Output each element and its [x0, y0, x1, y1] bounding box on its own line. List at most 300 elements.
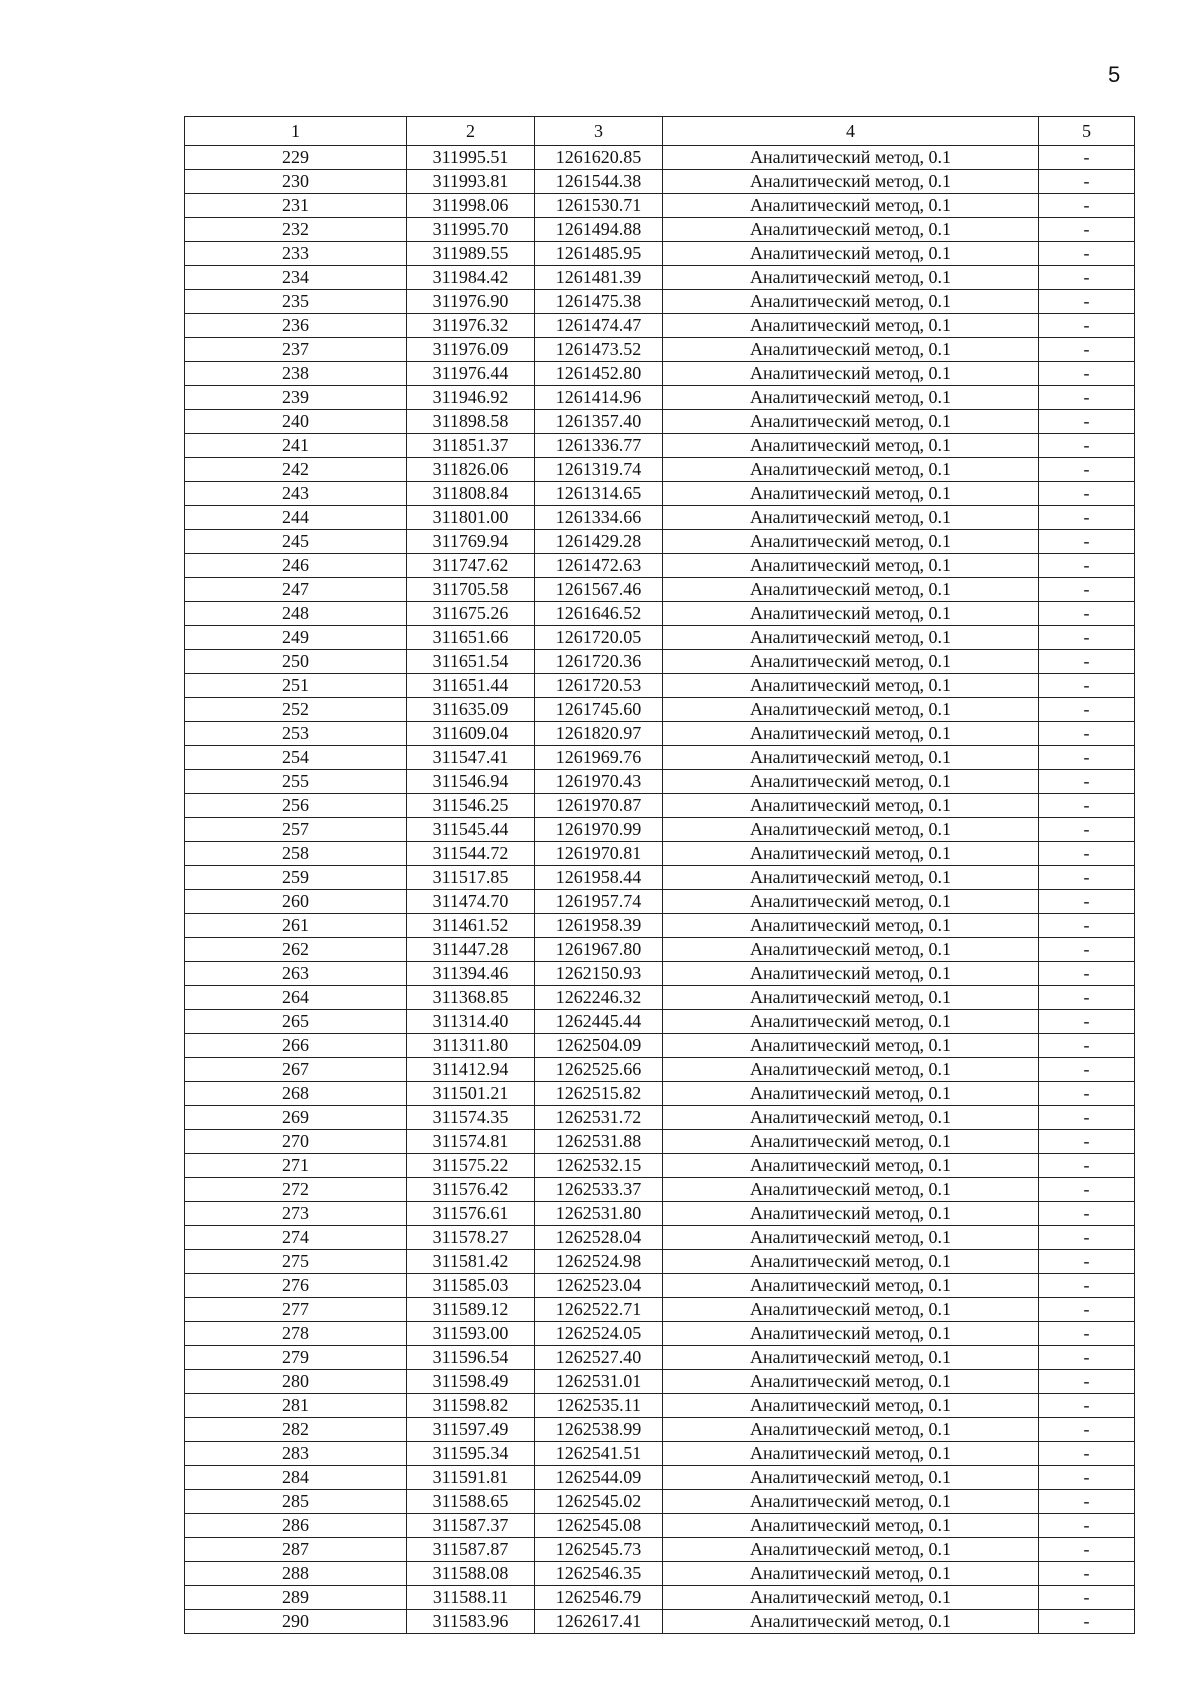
point-number-cell: 246: [185, 554, 407, 578]
x-coordinate-cell: 311976.44: [407, 362, 535, 386]
page-number: 5: [1108, 62, 1121, 87]
table-row: [185, 506, 1135, 530]
method-cell: Аналитический метод, 0.1: [663, 962, 1039, 986]
x-coordinate-cell: 311368.85: [407, 986, 535, 1010]
table-row: [185, 1034, 1135, 1058]
x-coordinate-cell: 311574.81: [407, 1130, 535, 1154]
note-cell: -: [1039, 1250, 1135, 1274]
x-coordinate-cell: 311588.11: [407, 1586, 535, 1610]
note-cell: -: [1039, 146, 1135, 170]
method-cell: Аналитический метод, 0.1: [663, 842, 1039, 866]
method-cell: Аналитический метод, 0.1: [663, 362, 1039, 386]
point-number-cell: 231: [185, 194, 407, 218]
column-header: 3: [535, 117, 663, 146]
table-row: [185, 1058, 1135, 1082]
method-cell: Аналитический метод, 0.1: [663, 314, 1039, 338]
note-cell: -: [1039, 698, 1135, 722]
note-cell: -: [1039, 1082, 1135, 1106]
y-coordinate-cell: 1262527.40: [535, 1346, 663, 1370]
y-coordinate-cell: 1261970.87: [535, 794, 663, 818]
y-coordinate-cell: 1261474.47: [535, 314, 663, 338]
table-row: [185, 1130, 1135, 1154]
point-number-cell: 269: [185, 1106, 407, 1130]
note-cell: -: [1039, 1178, 1135, 1202]
y-coordinate-cell: 1261544.38: [535, 170, 663, 194]
note-cell: -: [1039, 1154, 1135, 1178]
note-cell: -: [1039, 1466, 1135, 1490]
table-body: [185, 146, 1135, 1634]
point-number-cell: 233: [185, 242, 407, 266]
note-cell: -: [1039, 962, 1135, 986]
point-number-cell: 242: [185, 458, 407, 482]
y-coordinate-cell: 1261720.36: [535, 650, 663, 674]
method-cell: Аналитический метод, 0.1: [663, 674, 1039, 698]
table-row: [185, 1082, 1135, 1106]
y-coordinate-cell: 1261969.76: [535, 746, 663, 770]
x-coordinate-cell: 311801.00: [407, 506, 535, 530]
point-number-cell: 259: [185, 866, 407, 890]
table-row: [185, 698, 1135, 722]
note-cell: -: [1039, 938, 1135, 962]
note-cell: -: [1039, 794, 1135, 818]
y-coordinate-cell: 1261958.39: [535, 914, 663, 938]
table-row: [185, 938, 1135, 962]
x-coordinate-cell: 311574.35: [407, 1106, 535, 1130]
method-cell: Аналитический метод, 0.1: [663, 1202, 1039, 1226]
table-row: [185, 1610, 1135, 1634]
point-number-cell: 279: [185, 1346, 407, 1370]
y-coordinate-cell: 1261485.95: [535, 242, 663, 266]
table-row: [185, 1298, 1135, 1322]
method-cell: Аналитический метод, 0.1: [663, 218, 1039, 242]
point-number-cell: 235: [185, 290, 407, 314]
point-number-cell: 257: [185, 818, 407, 842]
y-coordinate-cell: 1261314.65: [535, 482, 663, 506]
x-coordinate-cell: 311851.37: [407, 434, 535, 458]
note-cell: -: [1039, 1514, 1135, 1538]
y-coordinate-cell: 1262531.80: [535, 1202, 663, 1226]
table-row: [185, 890, 1135, 914]
note-cell: -: [1039, 1610, 1135, 1634]
point-number-cell: 240: [185, 410, 407, 434]
y-coordinate-cell: 1262523.04: [535, 1274, 663, 1298]
method-cell: Аналитический метод, 0.1: [663, 818, 1039, 842]
x-coordinate-cell: 311747.62: [407, 554, 535, 578]
table-row: [185, 674, 1135, 698]
note-cell: -: [1039, 362, 1135, 386]
note-cell: -: [1039, 1586, 1135, 1610]
y-coordinate-cell: 1261970.99: [535, 818, 663, 842]
table-row: [185, 458, 1135, 482]
method-cell: Аналитический метод, 0.1: [663, 698, 1039, 722]
y-coordinate-cell: 1261720.53: [535, 674, 663, 698]
x-coordinate-cell: 311591.81: [407, 1466, 535, 1490]
note-cell: -: [1039, 170, 1135, 194]
y-coordinate-cell: 1261494.88: [535, 218, 663, 242]
note-cell: -: [1039, 1394, 1135, 1418]
x-coordinate-cell: 311984.42: [407, 266, 535, 290]
y-coordinate-cell: 1261970.43: [535, 770, 663, 794]
y-coordinate-cell: 1261620.85: [535, 146, 663, 170]
point-number-cell: 272: [185, 1178, 407, 1202]
y-coordinate-cell: 1262532.15: [535, 1154, 663, 1178]
table-row: [185, 1514, 1135, 1538]
table-row: [185, 530, 1135, 554]
x-coordinate-cell: 311546.25: [407, 794, 535, 818]
note-cell: -: [1039, 506, 1135, 530]
table-row: [185, 1226, 1135, 1250]
table-row: [185, 314, 1135, 338]
point-number-cell: 264: [185, 986, 407, 1010]
x-coordinate-cell: 311946.92: [407, 386, 535, 410]
method-cell: Аналитический метод, 0.1: [663, 1586, 1039, 1610]
note-cell: -: [1039, 458, 1135, 482]
note-cell: -: [1039, 242, 1135, 266]
table-row: [185, 1442, 1135, 1466]
method-cell: Аналитический метод, 0.1: [663, 1418, 1039, 1442]
table-row: [185, 410, 1135, 434]
x-coordinate-cell: 311576.42: [407, 1178, 535, 1202]
method-cell: Аналитический метод, 0.1: [663, 1178, 1039, 1202]
table-row: [185, 1562, 1135, 1586]
point-number-cell: 249: [185, 626, 407, 650]
y-coordinate-cell: 1261452.80: [535, 362, 663, 386]
note-cell: -: [1039, 1130, 1135, 1154]
note-cell: -: [1039, 1346, 1135, 1370]
method-cell: Аналитический метод, 0.1: [663, 626, 1039, 650]
table-row: [185, 794, 1135, 818]
point-number-cell: 288: [185, 1562, 407, 1586]
note-cell: -: [1039, 746, 1135, 770]
y-coordinate-cell: 1262545.08: [535, 1514, 663, 1538]
x-coordinate-cell: 311976.32: [407, 314, 535, 338]
note-cell: -: [1039, 722, 1135, 746]
note-cell: -: [1039, 1418, 1135, 1442]
point-number-cell: 287: [185, 1538, 407, 1562]
table-row: [185, 434, 1135, 458]
note-cell: -: [1039, 1106, 1135, 1130]
x-coordinate-cell: 311474.70: [407, 890, 535, 914]
method-cell: Аналитический метод, 0.1: [663, 602, 1039, 626]
x-coordinate-cell: 311598.82: [407, 1394, 535, 1418]
point-number-cell: 284: [185, 1466, 407, 1490]
point-number-cell: 263: [185, 962, 407, 986]
y-coordinate-cell: 1262545.73: [535, 1538, 663, 1562]
method-cell: Аналитический метод, 0.1: [663, 554, 1039, 578]
x-coordinate-cell: 311651.66: [407, 626, 535, 650]
y-coordinate-cell: 1262546.79: [535, 1586, 663, 1610]
x-coordinate-cell: 311808.84: [407, 482, 535, 506]
method-cell: Аналитический метод, 0.1: [663, 530, 1039, 554]
method-cell: Аналитический метод, 0.1: [663, 1250, 1039, 1274]
y-coordinate-cell: 1262528.04: [535, 1226, 663, 1250]
y-coordinate-cell: 1262538.99: [535, 1418, 663, 1442]
point-number-cell: 237: [185, 338, 407, 362]
table-row: [185, 290, 1135, 314]
x-coordinate-cell: 311995.70: [407, 218, 535, 242]
note-cell: -: [1039, 866, 1135, 890]
y-coordinate-cell: 1262524.05: [535, 1322, 663, 1346]
x-coordinate-cell: 311576.61: [407, 1202, 535, 1226]
method-cell: Аналитический метод, 0.1: [663, 482, 1039, 506]
note-cell: -: [1039, 1322, 1135, 1346]
y-coordinate-cell: 1262504.09: [535, 1034, 663, 1058]
note-cell: -: [1039, 1034, 1135, 1058]
x-coordinate-cell: 311501.21: [407, 1082, 535, 1106]
table-row: [185, 1106, 1135, 1130]
method-cell: Аналитический метод, 0.1: [663, 1082, 1039, 1106]
y-coordinate-cell: 1261720.05: [535, 626, 663, 650]
x-coordinate-cell: 311995.51: [407, 146, 535, 170]
y-coordinate-cell: 1262522.71: [535, 1298, 663, 1322]
x-coordinate-cell: 311588.65: [407, 1490, 535, 1514]
point-number-cell: 241: [185, 434, 407, 458]
table-row: [185, 818, 1135, 842]
x-coordinate-cell: 311545.44: [407, 818, 535, 842]
table-row: [185, 1274, 1135, 1298]
table-row: [185, 386, 1135, 410]
note-cell: -: [1039, 1226, 1135, 1250]
column-header: 5: [1039, 117, 1135, 146]
x-coordinate-cell: 311585.03: [407, 1274, 535, 1298]
note-cell: -: [1039, 1010, 1135, 1034]
note-cell: -: [1039, 1538, 1135, 1562]
method-cell: Аналитический метод, 0.1: [663, 866, 1039, 890]
note-cell: -: [1039, 842, 1135, 866]
table-row: [185, 1418, 1135, 1442]
point-number-cell: 290: [185, 1610, 407, 1634]
note-cell: -: [1039, 1274, 1135, 1298]
method-cell: Аналитический метод, 0.1: [663, 578, 1039, 602]
table-row: [185, 170, 1135, 194]
y-coordinate-cell: 1262544.09: [535, 1466, 663, 1490]
x-coordinate-cell: 311461.52: [407, 914, 535, 938]
x-coordinate-cell: 311394.46: [407, 962, 535, 986]
x-coordinate-cell: 311635.09: [407, 698, 535, 722]
y-coordinate-cell: 1261334.66: [535, 506, 663, 530]
method-cell: Аналитический метод, 0.1: [663, 1346, 1039, 1370]
y-coordinate-cell: 1262617.41: [535, 1610, 663, 1634]
x-coordinate-cell: 311447.28: [407, 938, 535, 962]
x-coordinate-cell: 311593.00: [407, 1322, 535, 1346]
point-number-cell: 281: [185, 1394, 407, 1418]
y-coordinate-cell: 1261970.81: [535, 842, 663, 866]
y-coordinate-cell: 1262545.02: [535, 1490, 663, 1514]
table-row: [185, 626, 1135, 650]
table-row: [185, 1178, 1135, 1202]
note-cell: -: [1039, 650, 1135, 674]
point-number-cell: 258: [185, 842, 407, 866]
point-number-cell: 248: [185, 602, 407, 626]
column-header: 1: [185, 117, 407, 146]
x-coordinate-cell: 311311.80: [407, 1034, 535, 1058]
note-cell: -: [1039, 1442, 1135, 1466]
y-coordinate-cell: 1262150.93: [535, 962, 663, 986]
point-number-cell: 256: [185, 794, 407, 818]
table-row: [185, 1154, 1135, 1178]
point-number-cell: 266: [185, 1034, 407, 1058]
method-cell: Аналитический метод, 0.1: [663, 1274, 1039, 1298]
y-coordinate-cell: 1261472.63: [535, 554, 663, 578]
y-coordinate-cell: 1261429.28: [535, 530, 663, 554]
y-coordinate-cell: 1262445.44: [535, 1010, 663, 1034]
note-cell: -: [1039, 530, 1135, 554]
point-number-cell: 270: [185, 1130, 407, 1154]
y-coordinate-cell: 1262524.98: [535, 1250, 663, 1274]
y-coordinate-cell: 1262546.35: [535, 1562, 663, 1586]
table-row: [185, 338, 1135, 362]
x-coordinate-cell: 311989.55: [407, 242, 535, 266]
table-row: [185, 554, 1135, 578]
x-coordinate-cell: 311547.41: [407, 746, 535, 770]
point-number-cell: 239: [185, 386, 407, 410]
x-coordinate-cell: 311578.27: [407, 1226, 535, 1250]
point-number-cell: 275: [185, 1250, 407, 1274]
method-cell: Аналитический метод, 0.1: [663, 1058, 1039, 1082]
table-row: [185, 1322, 1135, 1346]
y-coordinate-cell: 1261967.80: [535, 938, 663, 962]
table-row: [185, 362, 1135, 386]
point-number-cell: 285: [185, 1490, 407, 1514]
y-coordinate-cell: 1262531.88: [535, 1130, 663, 1154]
point-number-cell: 251: [185, 674, 407, 698]
table-header-row: [185, 117, 1135, 146]
table-row: [185, 986, 1135, 1010]
table-row: [185, 218, 1135, 242]
method-cell: Аналитический метод, 0.1: [663, 1154, 1039, 1178]
table-row: [185, 602, 1135, 626]
note-cell: -: [1039, 1562, 1135, 1586]
point-number-cell: 234: [185, 266, 407, 290]
method-cell: Аналитический метод, 0.1: [663, 1010, 1039, 1034]
point-number-cell: 282: [185, 1418, 407, 1442]
table-row: [185, 578, 1135, 602]
method-cell: Аналитический метод, 0.1: [663, 1538, 1039, 1562]
method-cell: Аналитический метод, 0.1: [663, 266, 1039, 290]
method-cell: Аналитический метод, 0.1: [663, 650, 1039, 674]
point-number-cell: 250: [185, 650, 407, 674]
x-coordinate-cell: 311976.09: [407, 338, 535, 362]
point-number-cell: 260: [185, 890, 407, 914]
x-coordinate-cell: 311595.34: [407, 1442, 535, 1466]
x-coordinate-cell: 311596.54: [407, 1346, 535, 1370]
note-cell: -: [1039, 674, 1135, 698]
method-cell: Аналитический метод, 0.1: [663, 1490, 1039, 1514]
y-coordinate-cell: 1261958.44: [535, 866, 663, 890]
y-coordinate-cell: 1262533.37: [535, 1178, 663, 1202]
note-cell: -: [1039, 338, 1135, 362]
point-number-cell: 253: [185, 722, 407, 746]
table-row: [185, 962, 1135, 986]
point-number-cell: 289: [185, 1586, 407, 1610]
point-number-cell: 280: [185, 1370, 407, 1394]
y-coordinate-cell: 1262515.82: [535, 1082, 663, 1106]
point-number-cell: 236: [185, 314, 407, 338]
method-cell: Аналитический метод, 0.1: [663, 770, 1039, 794]
method-cell: Аналитический метод, 0.1: [663, 1466, 1039, 1490]
point-number-cell: 265: [185, 1010, 407, 1034]
note-cell: -: [1039, 434, 1135, 458]
y-coordinate-cell: 1261820.97: [535, 722, 663, 746]
x-coordinate-cell: 311581.42: [407, 1250, 535, 1274]
table-row: [185, 1250, 1135, 1274]
method-cell: Аналитический метод, 0.1: [663, 746, 1039, 770]
x-coordinate-cell: 311651.54: [407, 650, 535, 674]
method-cell: Аналитический метод, 0.1: [663, 458, 1039, 482]
note-cell: -: [1039, 266, 1135, 290]
table-row: [185, 1370, 1135, 1394]
table-row: [185, 482, 1135, 506]
point-number-cell: 261: [185, 914, 407, 938]
table-row: [185, 722, 1135, 746]
point-number-cell: 278: [185, 1322, 407, 1346]
method-cell: Аналитический метод, 0.1: [663, 1442, 1039, 1466]
y-coordinate-cell: 1262535.11: [535, 1394, 663, 1418]
method-cell: Аналитический метод, 0.1: [663, 914, 1039, 938]
point-number-cell: 238: [185, 362, 407, 386]
method-cell: Аналитический метод, 0.1: [663, 1514, 1039, 1538]
point-number-cell: 245: [185, 530, 407, 554]
method-cell: Аналитический метод, 0.1: [663, 434, 1039, 458]
point-number-cell: 276: [185, 1274, 407, 1298]
y-coordinate-cell: 1262531.72: [535, 1106, 663, 1130]
point-number-cell: 268: [185, 1082, 407, 1106]
y-coordinate-cell: 1262525.66: [535, 1058, 663, 1082]
x-coordinate-cell: 311675.26: [407, 602, 535, 626]
x-coordinate-cell: 311826.06: [407, 458, 535, 482]
y-coordinate-cell: 1261357.40: [535, 410, 663, 434]
method-cell: Аналитический метод, 0.1: [663, 890, 1039, 914]
note-cell: -: [1039, 1490, 1135, 1514]
method-cell: Аналитический метод, 0.1: [663, 242, 1039, 266]
table-row: [185, 650, 1135, 674]
x-coordinate-cell: 311314.40: [407, 1010, 535, 1034]
note-cell: -: [1039, 1202, 1135, 1226]
method-cell: Аналитический метод, 0.1: [663, 506, 1039, 530]
x-coordinate-cell: 311651.44: [407, 674, 535, 698]
point-number-cell: 247: [185, 578, 407, 602]
note-cell: -: [1039, 626, 1135, 650]
note-cell: -: [1039, 386, 1135, 410]
y-coordinate-cell: 1262531.01: [535, 1370, 663, 1394]
y-coordinate-cell: 1261567.46: [535, 578, 663, 602]
note-cell: -: [1039, 482, 1135, 506]
note-cell: -: [1039, 890, 1135, 914]
x-coordinate-cell: 311898.58: [407, 410, 535, 434]
note-cell: -: [1039, 818, 1135, 842]
method-cell: Аналитический метод, 0.1: [663, 1394, 1039, 1418]
y-coordinate-cell: 1261336.77: [535, 434, 663, 458]
table-row: [185, 1346, 1135, 1370]
y-coordinate-cell: 1262541.51: [535, 1442, 663, 1466]
point-number-cell: 232: [185, 218, 407, 242]
note-cell: -: [1039, 602, 1135, 626]
x-coordinate-cell: 311589.12: [407, 1298, 535, 1322]
note-cell: -: [1039, 770, 1135, 794]
table-row: [185, 1586, 1135, 1610]
table-row: [185, 1466, 1135, 1490]
point-number-cell: 277: [185, 1298, 407, 1322]
note-cell: -: [1039, 554, 1135, 578]
x-coordinate-cell: 311587.37: [407, 1514, 535, 1538]
table-row: [185, 1202, 1135, 1226]
y-coordinate-cell: 1261414.96: [535, 386, 663, 410]
table-row: [185, 266, 1135, 290]
table-row: [185, 1538, 1135, 1562]
method-cell: Аналитический метод, 0.1: [663, 386, 1039, 410]
note-cell: -: [1039, 410, 1135, 434]
y-coordinate-cell: 1261530.71: [535, 194, 663, 218]
